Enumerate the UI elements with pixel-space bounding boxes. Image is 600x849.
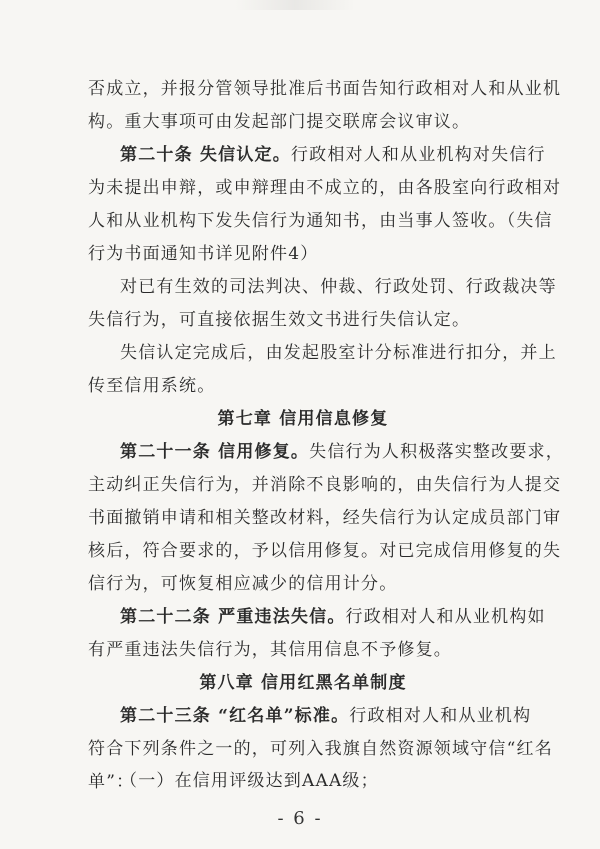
text-line: 信行为，可恢复相应减少的信用计分。 xyxy=(88,574,398,594)
article-23-text: 行政相对人和从业机构 xyxy=(349,706,532,726)
text-line: 失信认定完成后，由发起股室计分标准进行扣分，并上 xyxy=(120,343,557,363)
list-item-aaa-rating: （一）在信用评级达到AAA级； xyxy=(120,771,379,791)
article-21-text: 失信行为人积极落实整改要求， xyxy=(309,442,564,462)
text-line: 主动纠正失信行为，并消除不良影响的，由失信行为人提交 xyxy=(88,475,562,495)
article-20-line xyxy=(120,145,546,165)
article-20-text: 行政相对人和从业机构对失信行 xyxy=(290,145,546,165)
page-number: - 6 - xyxy=(277,808,323,829)
text-line: 核后，符合要求的，予以信用修复。对已完成信用修复的失 xyxy=(88,541,562,561)
chapter-8-heading: 第八章 信用红黑名单制度 xyxy=(199,673,407,693)
text-line: 构。重大事项可由发起部门提交联席会议审议。 xyxy=(88,112,471,132)
article-21-line xyxy=(120,442,564,462)
text-line: 对已有生效的司法判决、仲裁、行政处罚、行政裁决等 xyxy=(120,277,557,297)
article-23-title: 第二十三条 “红名单”标准。 xyxy=(120,706,350,726)
article-21-title: 第二十一条 信用修复。 xyxy=(120,442,310,462)
text-line: 为未提出申辩，或申辩理由不成立的，由各股室向行政相对 xyxy=(88,178,562,198)
article-20-title: 第二十条 失信认定。 xyxy=(120,145,291,165)
chapter-7-heading: 第七章 信用信息修复 xyxy=(217,409,389,429)
article-22-title: 第二十二条 严重违法失信。 xyxy=(120,607,346,627)
article-22-text: 行政相对人和从业机构如 xyxy=(345,607,546,627)
article-22-line xyxy=(120,607,546,627)
text-line: 有严重违法失信行为，其信用信息不予修复。 xyxy=(88,640,452,660)
text-line: 单”： xyxy=(88,772,135,792)
text-line: 否成立，并报分管领导批准后书面告知行政相对人和从业机 xyxy=(88,79,562,99)
text-line: 传至信用系统。 xyxy=(88,376,216,396)
text-line: 符合下列条件之一的，可列入我旗自然资源领域守信“红名 xyxy=(88,739,553,759)
article-23-line xyxy=(120,706,532,726)
text-line: 人和从业机构下发失信行为通知书，由当事人签收。（失信 xyxy=(88,211,553,231)
text-line: 行为书面通知书详见附件4） xyxy=(88,244,319,264)
seal-trace xyxy=(235,0,355,10)
text-line: 书面撤销申请和相关整改材料，经失信行为认定成员部门审 xyxy=(88,508,562,528)
text-line: 失信行为，可直接依据生效文书进行失信认定。 xyxy=(88,310,471,330)
